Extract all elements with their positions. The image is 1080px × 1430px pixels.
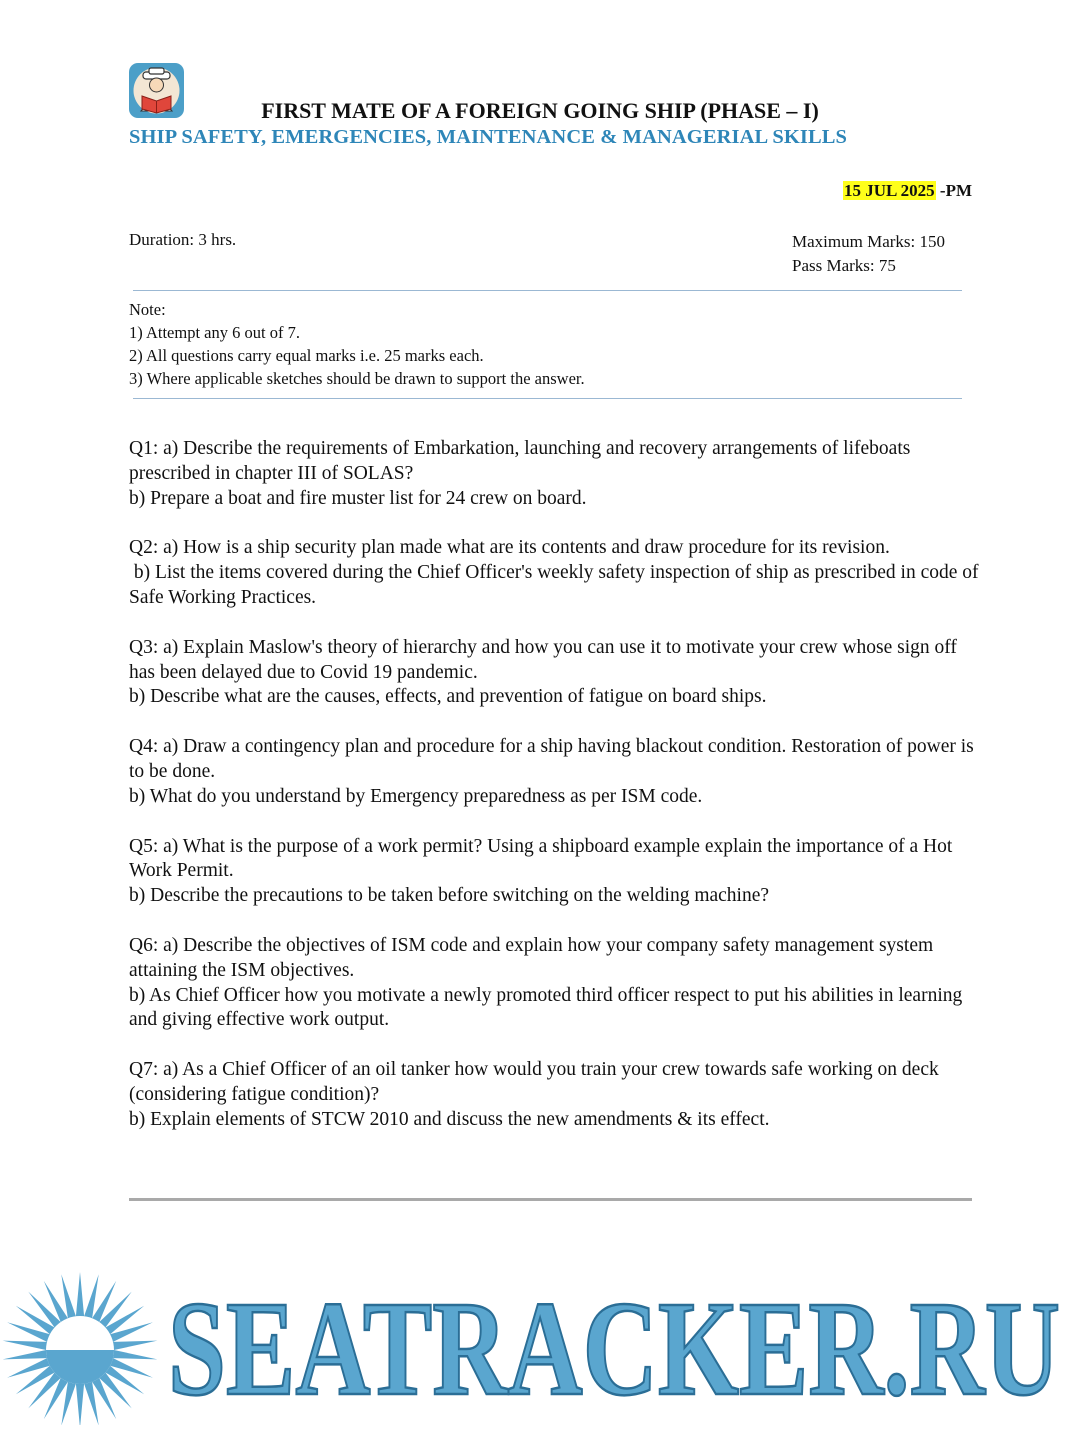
question-6 — [129, 934, 979, 1033]
question-part-b: b) Prepare a boat and fire muster list for 24 crew on board. — [129, 487, 587, 509]
question-part-a: Q3: a) Explain Maslow's theory of hierarchy and how you can use it to motivate your crew whose sign off has been delayed due to Covid 19 pandemic. — [129, 636, 957, 683]
question-1 — [129, 437, 979, 511]
question-part-a: Q2: a) How is a ship security plan made what are its contents and draw procedure for its revision. — [129, 537, 890, 559]
question-3 — [129, 636, 979, 710]
question-part-b: b) List the items covered during the Chief Officer's weekly safety inspection of ship as prescribed in code of Safe Working Practices. — [129, 562, 984, 608]
question-part-a: Q5: a) What is the purpose of a work permit? Using a shipboard example explain the importance of a Hot Work Permit. — [129, 835, 953, 882]
question-7 — [129, 1058, 979, 1132]
exam-date: 15 JUL 2025 — [843, 181, 935, 200]
note-item: 1) Attempt any 6 out of 7. — [129, 323, 300, 342]
marks-block — [792, 230, 945, 278]
exam-subtitle: SHIP SAFETY, EMERGENCIES, MAINTENANCE & MANAGERIAL SKILLS — [129, 126, 848, 148]
max-marks: Maximum Marks: 150 — [792, 232, 945, 251]
question-part-b: b) What do you understand by Emergency preparedness as per ISM code. — [129, 785, 703, 807]
question-part-b: b) Describe the precautions to be taken before switching on the welding machine? — [129, 885, 770, 907]
watermark-text: SEATRACKER.RU — [168, 1274, 1060, 1424]
questions-list — [129, 437, 984, 1158]
divider-top — [133, 290, 962, 291]
question-4 — [129, 735, 979, 809]
watermark — [0, 1262, 1080, 1425]
footer-divider — [129, 1198, 972, 1201]
question-part-a: Q6: a) Describe the objectives of ISM code and explain how your company safety management system attaining the ISM objectives. — [129, 934, 934, 981]
exam-title: FIRST MATE OF A FOREIGN GOING SHIP (PHASE – I) — [261, 98, 819, 123]
question-part-a: Q7: a) As a Chief Officer of an oil tanker how would you train your crew towards safe working on deck (considering fatigue condition)? — [129, 1059, 939, 1105]
watermark-graphic — [0, 1262, 1080, 1425]
question-part-a: Q1: a) Describe the requirements of Embarkation, launching and recovery arrangements of lifeboats prescribed in chapter III of SOLAS? — [129, 438, 911, 484]
pass-marks: Pass Marks: 75 — [792, 256, 896, 275]
question-2 — [129, 536, 984, 610]
question-part-b: b) Describe what are the causes, effects, and prevention of fatigue on board ships. — [129, 686, 767, 708]
duration: Duration: 3 hrs. — [129, 230, 237, 249]
note-heading: Note: — [129, 300, 166, 319]
note-block — [129, 298, 585, 390]
divider-bottom — [133, 398, 962, 399]
question-part-b: b) Explain elements of STCW 2010 and discuss the new amendments & its effect. — [129, 1108, 770, 1130]
question-part-a: Q4: a) Draw a contingency plan and procedure for a ship having blackout condition. Restoration of power is to be done. — [129, 736, 974, 782]
note-item: 3) Where applicable sketches should be drawn to support the answer. — [129, 369, 585, 388]
sun-rays-icon — [3, 1272, 158, 1425]
exam-session: -PM — [935, 181, 972, 200]
exam-date-line — [843, 181, 972, 201]
note-item: 2) All questions carry equal marks i.e. 25 marks each. — [129, 346, 484, 365]
question-5 — [129, 835, 979, 909]
question-part-b: b) As Chief Officer how you motivate a newly promoted third officer respect to put his abilities in learning and giving effective work output. — [129, 984, 963, 1031]
